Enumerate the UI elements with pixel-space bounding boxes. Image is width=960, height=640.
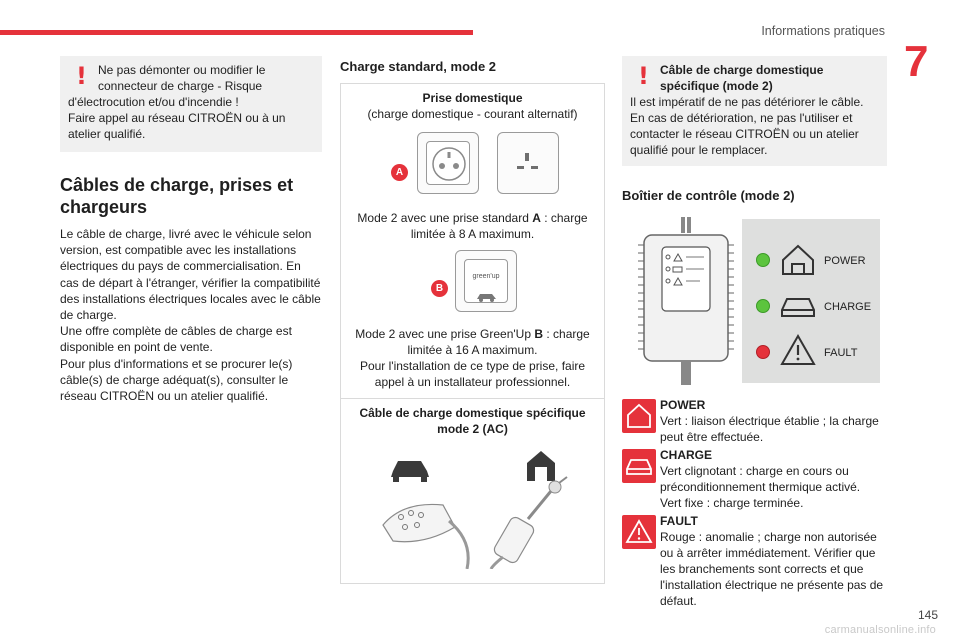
chapter-color-bar (0, 30, 473, 35)
control-box-device-icon (636, 217, 736, 385)
warning-line-3: d'électrocution et/ou d'incendie ! (68, 95, 239, 109)
mode-b-install-note: Pour l'installation de ce type de prise, faire appel à un installateur professionnel. (359, 359, 586, 389)
cable-warning-body: Il est impératif de ne pas détériorer le câble. En cas de détérioration, ne pas l'utiliser et contacter le réseau CITROËN ou un atelier qualifié pour le remplacer. (630, 95, 864, 157)
cable-warning-title: Câble de charge domestique spécifique (mode 2) (660, 63, 824, 93)
mode-a-text-start: Mode 2 avec une prise standard (357, 211, 533, 225)
socket-images-row (351, 128, 594, 204)
greenup-label: green'up (472, 273, 500, 280)
warning-triangle-icon (622, 515, 656, 549)
control-box-figure (622, 217, 887, 385)
greenup-car-icon (465, 285, 509, 307)
exclamation-icon: ! (638, 62, 649, 90)
greenup-socket-face (464, 259, 508, 303)
warning-line-5: atelier qualifié. (68, 127, 146, 141)
cable-title: Câble de charge domestique spécifique mode 2 (AC) (359, 406, 586, 436)
status-power-text: Vert : liaison électrique établie ; la charge peut être effectuée. (660, 414, 879, 444)
type2-connector-icon (383, 504, 468, 569)
watermark: carmanualsonline.info (824, 624, 936, 636)
column-left (60, 56, 322, 404)
panel-section-cable (341, 398, 604, 583)
legend-charge-label: CHARGE (824, 301, 872, 313)
cable-warning-head (630, 62, 879, 94)
badge-a: A (391, 164, 408, 181)
warning-line-4: Faire appel au réseau CITROËN ou à un (68, 111, 286, 125)
mode-b-text-end: : charge limitée à 16 A maximum. (407, 327, 590, 357)
paragraph-offer: Une offre complète de câbles de charge est disponible en point de vente. (60, 324, 292, 355)
mode-a-text-end: : charge limitée à 8 A maximum. (410, 211, 588, 241)
mode-a-letter: A (532, 211, 541, 225)
greenup-image-row (351, 248, 594, 320)
panel-section-sockets (341, 84, 604, 398)
car-icon (622, 449, 656, 483)
house-icon (780, 243, 816, 277)
uk-socket-icon (497, 132, 559, 194)
socket-face (426, 141, 470, 185)
legend-power-label: POWER (824, 255, 866, 267)
column-right (622, 56, 887, 611)
charge-led (756, 299, 770, 313)
car-icon (391, 461, 429, 482)
legend-fault-label: FAULT (824, 347, 858, 359)
socket-title: Prise domestique (422, 91, 523, 105)
mode-b-description (351, 326, 594, 358)
car-icon (778, 292, 818, 320)
paragraph-more-info: Pour plus d'informations et se procurer le(s) câble(s) de charge adéquat(s), consulter le réseau CITROËN ou un atelier qualifié. (60, 356, 293, 404)
fault-led (756, 345, 770, 359)
badge-b: B (431, 280, 448, 297)
section-heading-mode2: Charge standard, mode 2 (340, 59, 497, 74)
status-fault-title: FAULT (660, 514, 698, 528)
status-list (622, 397, 887, 609)
house-icon (622, 399, 656, 433)
control-box-heading: Boîtier de contrôle (mode 2) (622, 188, 795, 203)
warning-box-connector (60, 56, 322, 152)
status-charge-text: Vert clignotant : charge en cours ou préconditionnement thermique activé. (660, 464, 861, 494)
status-fault-text: Rouge : anomalie ; charge non autorisée ou à arrêter immédiatement. Vérifier que les branchements sont corrects et que l'installation électrique ne présente pas de défaut. (660, 530, 884, 608)
status-legend-panel (742, 219, 880, 383)
section-heading-cables: Câbles de charge, prises et chargeurs (60, 175, 294, 217)
warning-head (68, 62, 314, 94)
status-row-fault (622, 513, 887, 609)
mode-b-text-start: Mode 2 avec une prise Green'Up (355, 327, 535, 341)
status-charge-title: CHARGE (660, 448, 713, 462)
mode-b-letter: B (534, 327, 544, 341)
panel-sockets (340, 83, 605, 584)
status-row-charge (622, 447, 887, 511)
socket-subtitle: (charge domestique - courant alternatif) (367, 107, 578, 121)
warning-line-2: connecteur de charge - Risque (98, 79, 263, 93)
status-power-title: POWER (660, 398, 706, 412)
header-title: Informations pratiques (761, 24, 885, 38)
greenup-socket-icon (455, 250, 517, 312)
mode-a-description (351, 210, 594, 242)
status-charge-text-2: Vert fixe : charge terminée. (660, 496, 804, 510)
warning-triangle-icon (780, 333, 816, 367)
domestic-plug-icon (491, 477, 567, 569)
page-number: 145 (917, 608, 938, 622)
exclamation-icon: ! (76, 62, 87, 90)
status-row-power (622, 397, 887, 445)
uk-socket-face-icon (498, 133, 558, 193)
house-icon (527, 451, 555, 481)
warning-line-1: Ne pas démonter ou modifier le (98, 63, 266, 77)
french-socket-icon (427, 142, 471, 186)
paragraph-compatibility: Le câble de charge, livré avec le véhicule selon version, est compatible avec les installations électriques du pays de commercialisation. En cas de départ à l'étranger, vérifier la compatibilité des installations électriques locales avec le câble de charge. (60, 227, 321, 323)
chapter-number: 7 (904, 37, 929, 86)
warning-box-cable (622, 56, 887, 166)
mode2-cable-illustration (363, 441, 583, 569)
power-led (756, 253, 770, 267)
standard-socket-icon (417, 132, 479, 194)
column-middle (340, 56, 605, 584)
